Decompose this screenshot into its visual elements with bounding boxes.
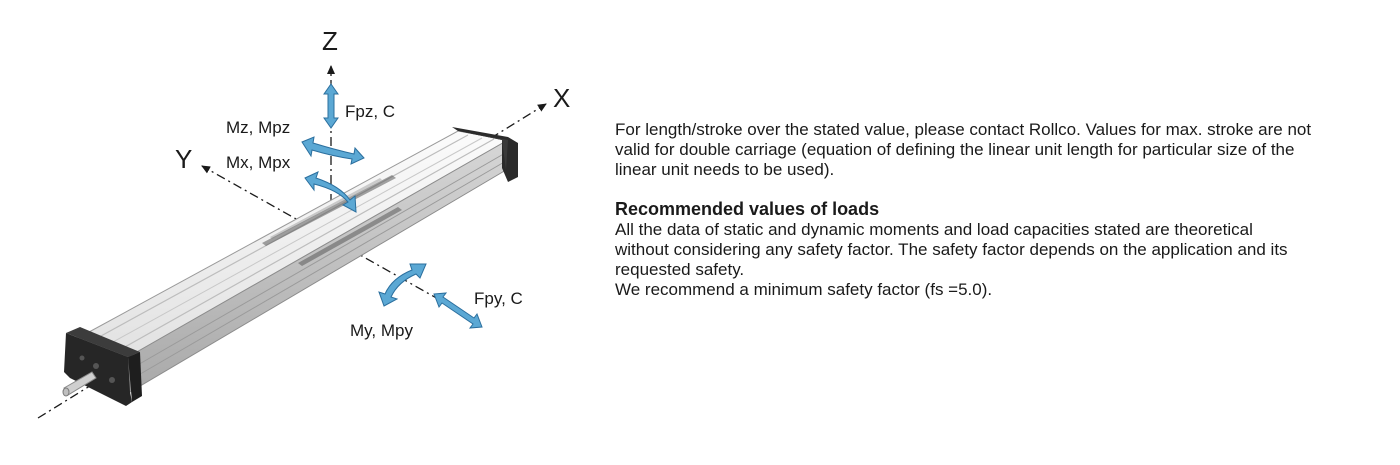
fpy-label: Fpy, C	[474, 289, 523, 308]
linear-unit-diagram	[0, 0, 600, 465]
stroke-note: For length/stroke over the stated value, please contact Rollco. Values for max. stroke are not valid for double carriage (equation of defining the linear unit length for particular size of the linear unit needs to be used).	[615, 120, 1312, 179]
y-axis-label: Y	[175, 144, 193, 174]
profile-groove	[130, 161, 506, 380]
profile-top-face	[78, 131, 508, 357]
z-axis-label: Z	[322, 26, 338, 56]
loads-body-text: All the data of static and dynamic moments and load capacities stated are theoretical without considering any safety factor. The safety factor depends on the application and its requested safety.	[615, 220, 1288, 279]
mz-rotation-arrow	[302, 137, 364, 164]
safety-factor-note: We recommend a minimum safety factor (fs =5.0).	[615, 280, 993, 299]
notes-panel	[615, 120, 1385, 300]
fpz-arrow	[324, 84, 338, 128]
profile-groove	[104, 138, 482, 347]
profile-groove	[116, 139, 494, 352]
profile-side-face	[128, 140, 508, 392]
x-axis-label: X	[553, 83, 571, 113]
mz-label: Mz, Mpz	[226, 118, 291, 137]
mx-label: Mx, Mpx	[226, 153, 291, 172]
my-label: My, Mpy	[350, 321, 413, 340]
fpz-label: Fpz, C	[345, 102, 396, 121]
linear-unit-body	[63, 127, 518, 406]
loads-heading: Recommended values of loads	[615, 199, 880, 219]
